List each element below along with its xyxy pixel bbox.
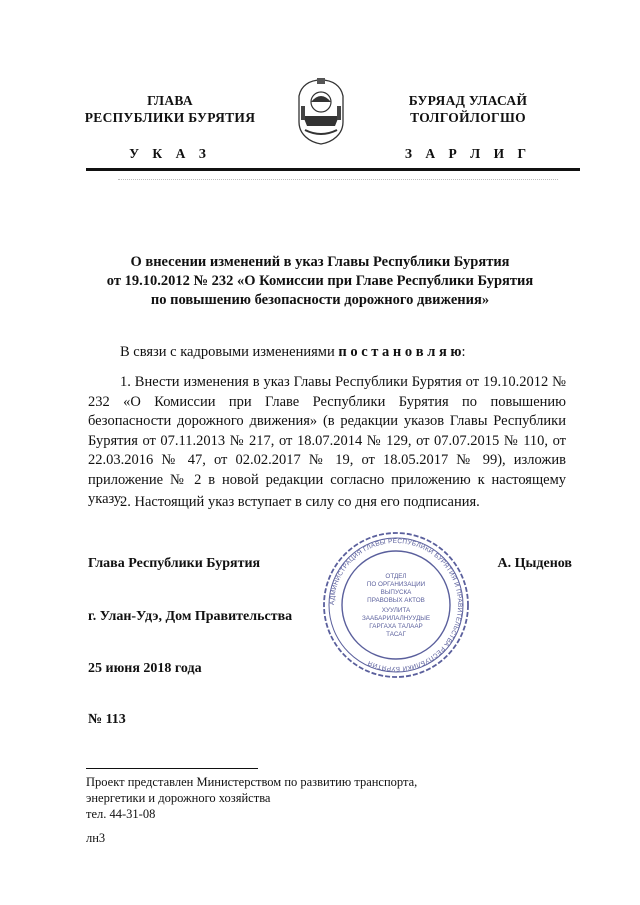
header-right-line1: БУРЯАД УЛАСАЙ bbox=[408, 93, 528, 108]
header-left-line1: ГЛАВА bbox=[147, 93, 193, 108]
doc-type-left: У К А З bbox=[129, 146, 211, 161]
official-stamp bbox=[319, 530, 473, 680]
doc-type-right: З А Р Л И Г bbox=[404, 146, 532, 161]
decree-item-1: 1. Внести изменения в указ Главы Республики Бурятия от 19.10.2012 № 232 «О Комиссии при Главе Республики Бурятия по повышению безопасности дорожного движения» (в редакции указов Главы Республики Бурятия от 07.11.2013 № 217, от 18.07.2014 № 129, от 07.07.2015 № 110, от 22.03.2016 № 47, от 02.02.2017 № 19, от 18.05.2017 № 99), изложив приложение № 2 в новой редакции согласно приложению к настоящему указу. bbox=[88, 374, 566, 507]
intro-decree-word: п о с т а н о в л я ю bbox=[338, 344, 462, 360]
header-right-line2: ТОЛГОЙЛОГШО bbox=[410, 110, 526, 125]
document-title bbox=[60, 253, 580, 310]
header-rule bbox=[86, 168, 580, 171]
header-left bbox=[70, 92, 270, 126]
stamp-line-6: ЗААБАРИЛАЛНУУДЫЕ bbox=[361, 615, 431, 622]
title-line3: по повышению безопасности дорожного движения» bbox=[150, 292, 490, 308]
stamp-ring-text: АДМИНИСТРАЦИЯ ГЛАВЫ РЕСПУБЛИКИ БУРЯТИЯ И ПРАВИТЕЛЬСТВА РЕСПУБЛИКИ БУРЯТИЯ bbox=[328, 537, 464, 673]
footer-code: лн3 bbox=[86, 831, 106, 845]
footer-rule bbox=[86, 768, 258, 769]
stamp-line-2: ПО ОРГАНИЗАЦИИ bbox=[366, 581, 426, 588]
footer-line1: Проект представлен Министерством по развитию транспорта, bbox=[86, 775, 418, 789]
header-left-line2: РЕСПУБЛИКИ БУРЯТИЯ bbox=[84, 110, 256, 125]
intro-colon: : bbox=[461, 344, 466, 360]
decree-item-2: 2. Настоящий указ вступает в силу со дня его подписания. bbox=[120, 494, 480, 510]
stamp-line-1: ОТДЕЛ bbox=[385, 573, 407, 580]
footer-note bbox=[86, 774, 417, 822]
footer-line3: тел. 44-31-08 bbox=[86, 807, 156, 821]
stamp-line-8: ТАСАГ bbox=[386, 631, 406, 638]
stamp-line-5: ХУУЛИТА bbox=[381, 607, 411, 614]
signing-date: 25 июня 2018 года bbox=[88, 661, 202, 676]
intro-paragraph bbox=[120, 344, 466, 361]
svg-text:АДМИНИСТРАЦИЯ ГЛАВЫ РЕСПУБЛИКИ bbox=[329, 538, 463, 672]
signing-place: г. Улан-Удэ, Дом Правительства bbox=[88, 609, 293, 624]
title-line1: О внесении изменений в указ Главы Республики Бурятия bbox=[130, 254, 510, 270]
stamp-line-7: ГАРГАХА ТАЛААР bbox=[369, 623, 423, 630]
footer-line2: энергетики и дорожного хозяйства bbox=[86, 791, 271, 805]
intro-text: В связи с кадровыми изменениями bbox=[120, 344, 339, 360]
signatory-name: А. Цыденов bbox=[497, 556, 572, 571]
stamp-line-3: ВЫПУСКА bbox=[380, 589, 412, 596]
decree-number: № 113 bbox=[88, 712, 126, 727]
stamp-line-4: ПРАВОВЫХ АКТОВ bbox=[367, 597, 425, 604]
header-right bbox=[368, 92, 568, 126]
title-line2: от 19.10.2012 № 232 «О Комиссии при Главе Республики Бурятия bbox=[106, 273, 534, 289]
signatory-position: Глава Республики Бурятия bbox=[88, 556, 261, 571]
coat-of-arms-icon bbox=[291, 76, 351, 146]
header-dotted-rule bbox=[118, 179, 558, 180]
